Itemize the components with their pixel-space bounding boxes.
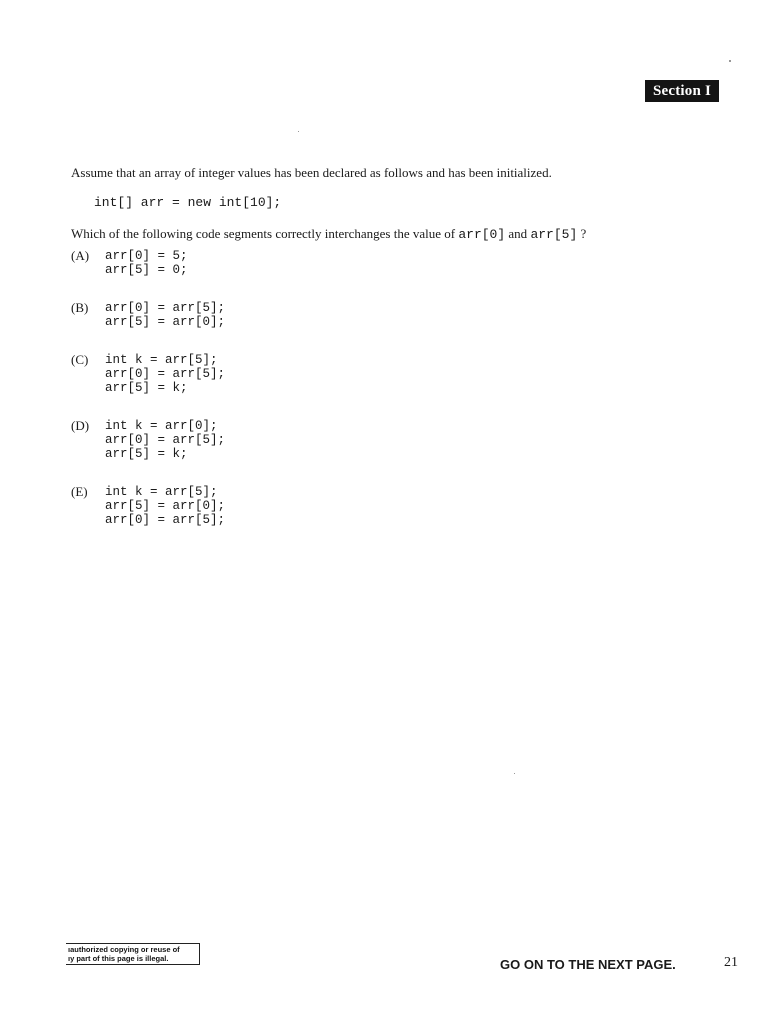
question-var-arr5: arr[5]	[530, 227, 578, 242]
scan-speck	[298, 131, 299, 132]
choice-letter: (D)	[71, 418, 90, 433]
choice-letter: (A)	[71, 248, 90, 263]
code-line: arr[0] = arr[5];	[105, 367, 226, 381]
choice-code	[105, 301, 225, 329]
code-line: int k = arr[5];	[105, 353, 218, 367]
choice-letter: (B)	[71, 300, 89, 315]
choice-letter: (E)	[71, 484, 88, 499]
array-declaration: int[] arr = new int[10];	[94, 195, 282, 210]
question-var-arr0: arr[0]	[458, 227, 506, 242]
choice-code	[105, 485, 225, 527]
code-line: arr[5] = k;	[105, 381, 188, 395]
question-ask-prefix: Which of the following code segments correctly interchanges the value of	[71, 226, 456, 241]
page-number: 21	[724, 955, 738, 970]
code-line: arr[5] = k;	[105, 447, 188, 461]
question-prompt: Assume that an array of integer values has been declared as follows and has been initialized.	[71, 165, 552, 180]
go-on-next-page: GO ON TO THE NEXT PAGE.	[500, 957, 676, 972]
scan-speck	[729, 60, 731, 62]
choice-code	[105, 249, 188, 277]
choice-code	[105, 419, 225, 461]
code-line: arr[5] = arr[0];	[105, 315, 226, 329]
copyright-notice	[66, 943, 200, 965]
code-line: arr[0] = arr[5];	[105, 433, 226, 447]
choice-code	[105, 353, 225, 395]
code-line: arr[5] = arr[0];	[105, 499, 226, 513]
scan-speck	[514, 773, 515, 774]
question-mark: ?	[580, 226, 587, 241]
question-text	[71, 226, 586, 242]
code-line: int k = arr[0];	[105, 419, 218, 433]
choice-letter: (C)	[71, 352, 89, 367]
code-line: arr[0] = 5;	[105, 249, 188, 263]
code-line: arr[0] = arr[5];	[105, 513, 226, 527]
copyright-line: ıauthorized copying or reuse of	[68, 945, 180, 954]
section-badge: Section I	[645, 80, 719, 102]
copyright-line: ıy part of this page is illegal.	[68, 954, 169, 963]
code-line: arr[5] = 0;	[105, 263, 188, 277]
question-and: and	[508, 226, 528, 241]
code-line: arr[0] = arr[5];	[105, 301, 226, 315]
code-line: int k = arr[5];	[105, 485, 218, 499]
